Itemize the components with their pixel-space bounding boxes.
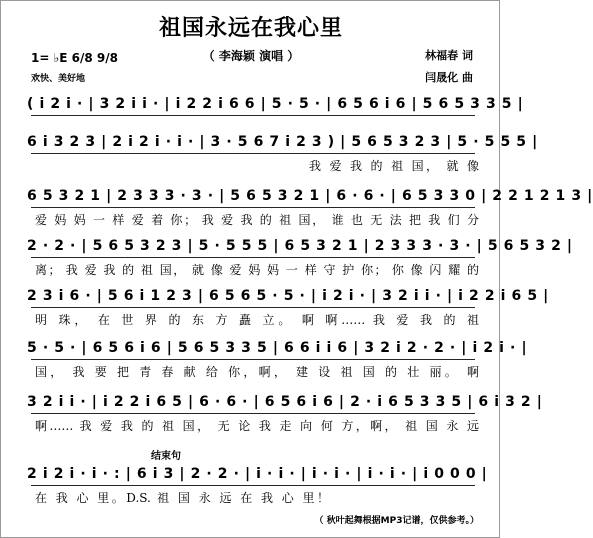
beam-line [31,115,475,119]
score-row [27,185,593,229]
score-row [27,463,488,507]
score-row [27,235,573,279]
transcription-note: （ 秋叶起舞根据MP3记谱，仅供参考。） [314,516,479,526]
score-row [27,391,543,435]
notation-line: 5 · 5 · | 6 5 6 i 6 | 5 6 5 3 3 5 | 6 6 i i 6 | 3 2 i 2 · 2 · | i 2 i · | [27,340,528,356]
notation-line: 2 3 i 6 · | 5 6 i 1 2 3 | 6 5 6 5 · 5 · | i 2 i · | 3 2 i i · | i 2 2 i 6 5 | [27,288,549,304]
lyrics-line: 啊…… 我 爱 我 的 祖 国， 无 论 我 走 向 何 方，啊， 祖 国 永 远 [35,419,479,433]
notation-line: 6 5 3 2 1 | 2 3 3 3 · 3 · | 5 6 5 3 2 1 | 6 · 6 · | 6 5 3 3 0 | 2 2 1 2 1 3 | [27,188,593,204]
lyrics-line: 明 珠， 在 世 界 的 东 方 矗 立。 啊 啊…… 我 爱 我 的 祖 [35,313,479,327]
beam-line [31,307,475,311]
beam-line [31,413,475,417]
beam-line [31,153,475,157]
notation-line: 2 · 2 · | 5 6 5 3 2 3 | 5 · 5 5 5 | 6 5 3 2 1 | 2 3 3 3 · 3 · | 5 6 5 3 2 | [27,238,573,254]
score-row [27,337,528,381]
lyrics-line: 在 我 心 里。D.S. 祖 国 永 远 在 我 心 里！ [35,491,329,505]
composer: 闫晟化 曲 [425,71,473,84]
notation-line: 3 2 i i · | i 2 2 i 6 5 | 6 · 6 · | 6 5 6 i 6 | 2 · i 6 5 3 3 5 | 6 i 3 2 | [27,394,543,410]
performer: （ 李海颖 演唱 ） [202,49,300,63]
key-signature: 1= ♭E 6/8 9/8 [31,51,118,65]
ending-marker: 结束句 [151,451,181,462]
lyrics-line: 爱 妈 妈 一 样 爱 着 你； 我 爱 我 的 祖 国， 谁 也 无 法 把 我 们 分 [35,213,479,227]
notation-line: 6 i 3 2 3 | 2 i 2 i · i · | 3 · 5 6 7 i 2 3 ) | 5 6 5 3 2 3 | 5 · 5 5 5 | [27,134,538,150]
lyrics-line: 国， 我 要 把 青 春 献 给 你，啊， 建 设 祖 国 的 壮 丽。 啊 [35,365,479,379]
score-row [27,93,524,119]
lyricist: 林福春 词 [425,49,473,62]
beam-line [31,207,475,211]
beam-line [31,359,475,363]
tempo-marking: 欢快、美好地 [31,74,86,84]
beam-line [31,257,475,261]
beam-line [31,485,475,489]
notation-line: ( i 2 i · | 3 2 i i · | i 2 2 i 6 6 | 5 · 5 · | 6 5 6 i 6 | 5 6 5 3 3 5 | [27,96,524,112]
credits [425,45,473,89]
score-row [27,285,549,329]
song-title: 祖国永远在我心里 [158,16,343,41]
lyrics-line: 离； 我 爱 我 的 祖 国， 就 像 爱 妈 妈 一 样 守 护 你； 你 像 闪 耀 的 [35,263,479,277]
score-row [27,131,538,175]
lyrics-line: 我 爱 我 的 祖 国， 就 像 [309,159,479,173]
notation-line: 2 i 2 i · i · : | 6 i 3 | 2 · 2 · | i · i · | i · i · | i · i · | i 0 0 0 | [27,466,488,482]
